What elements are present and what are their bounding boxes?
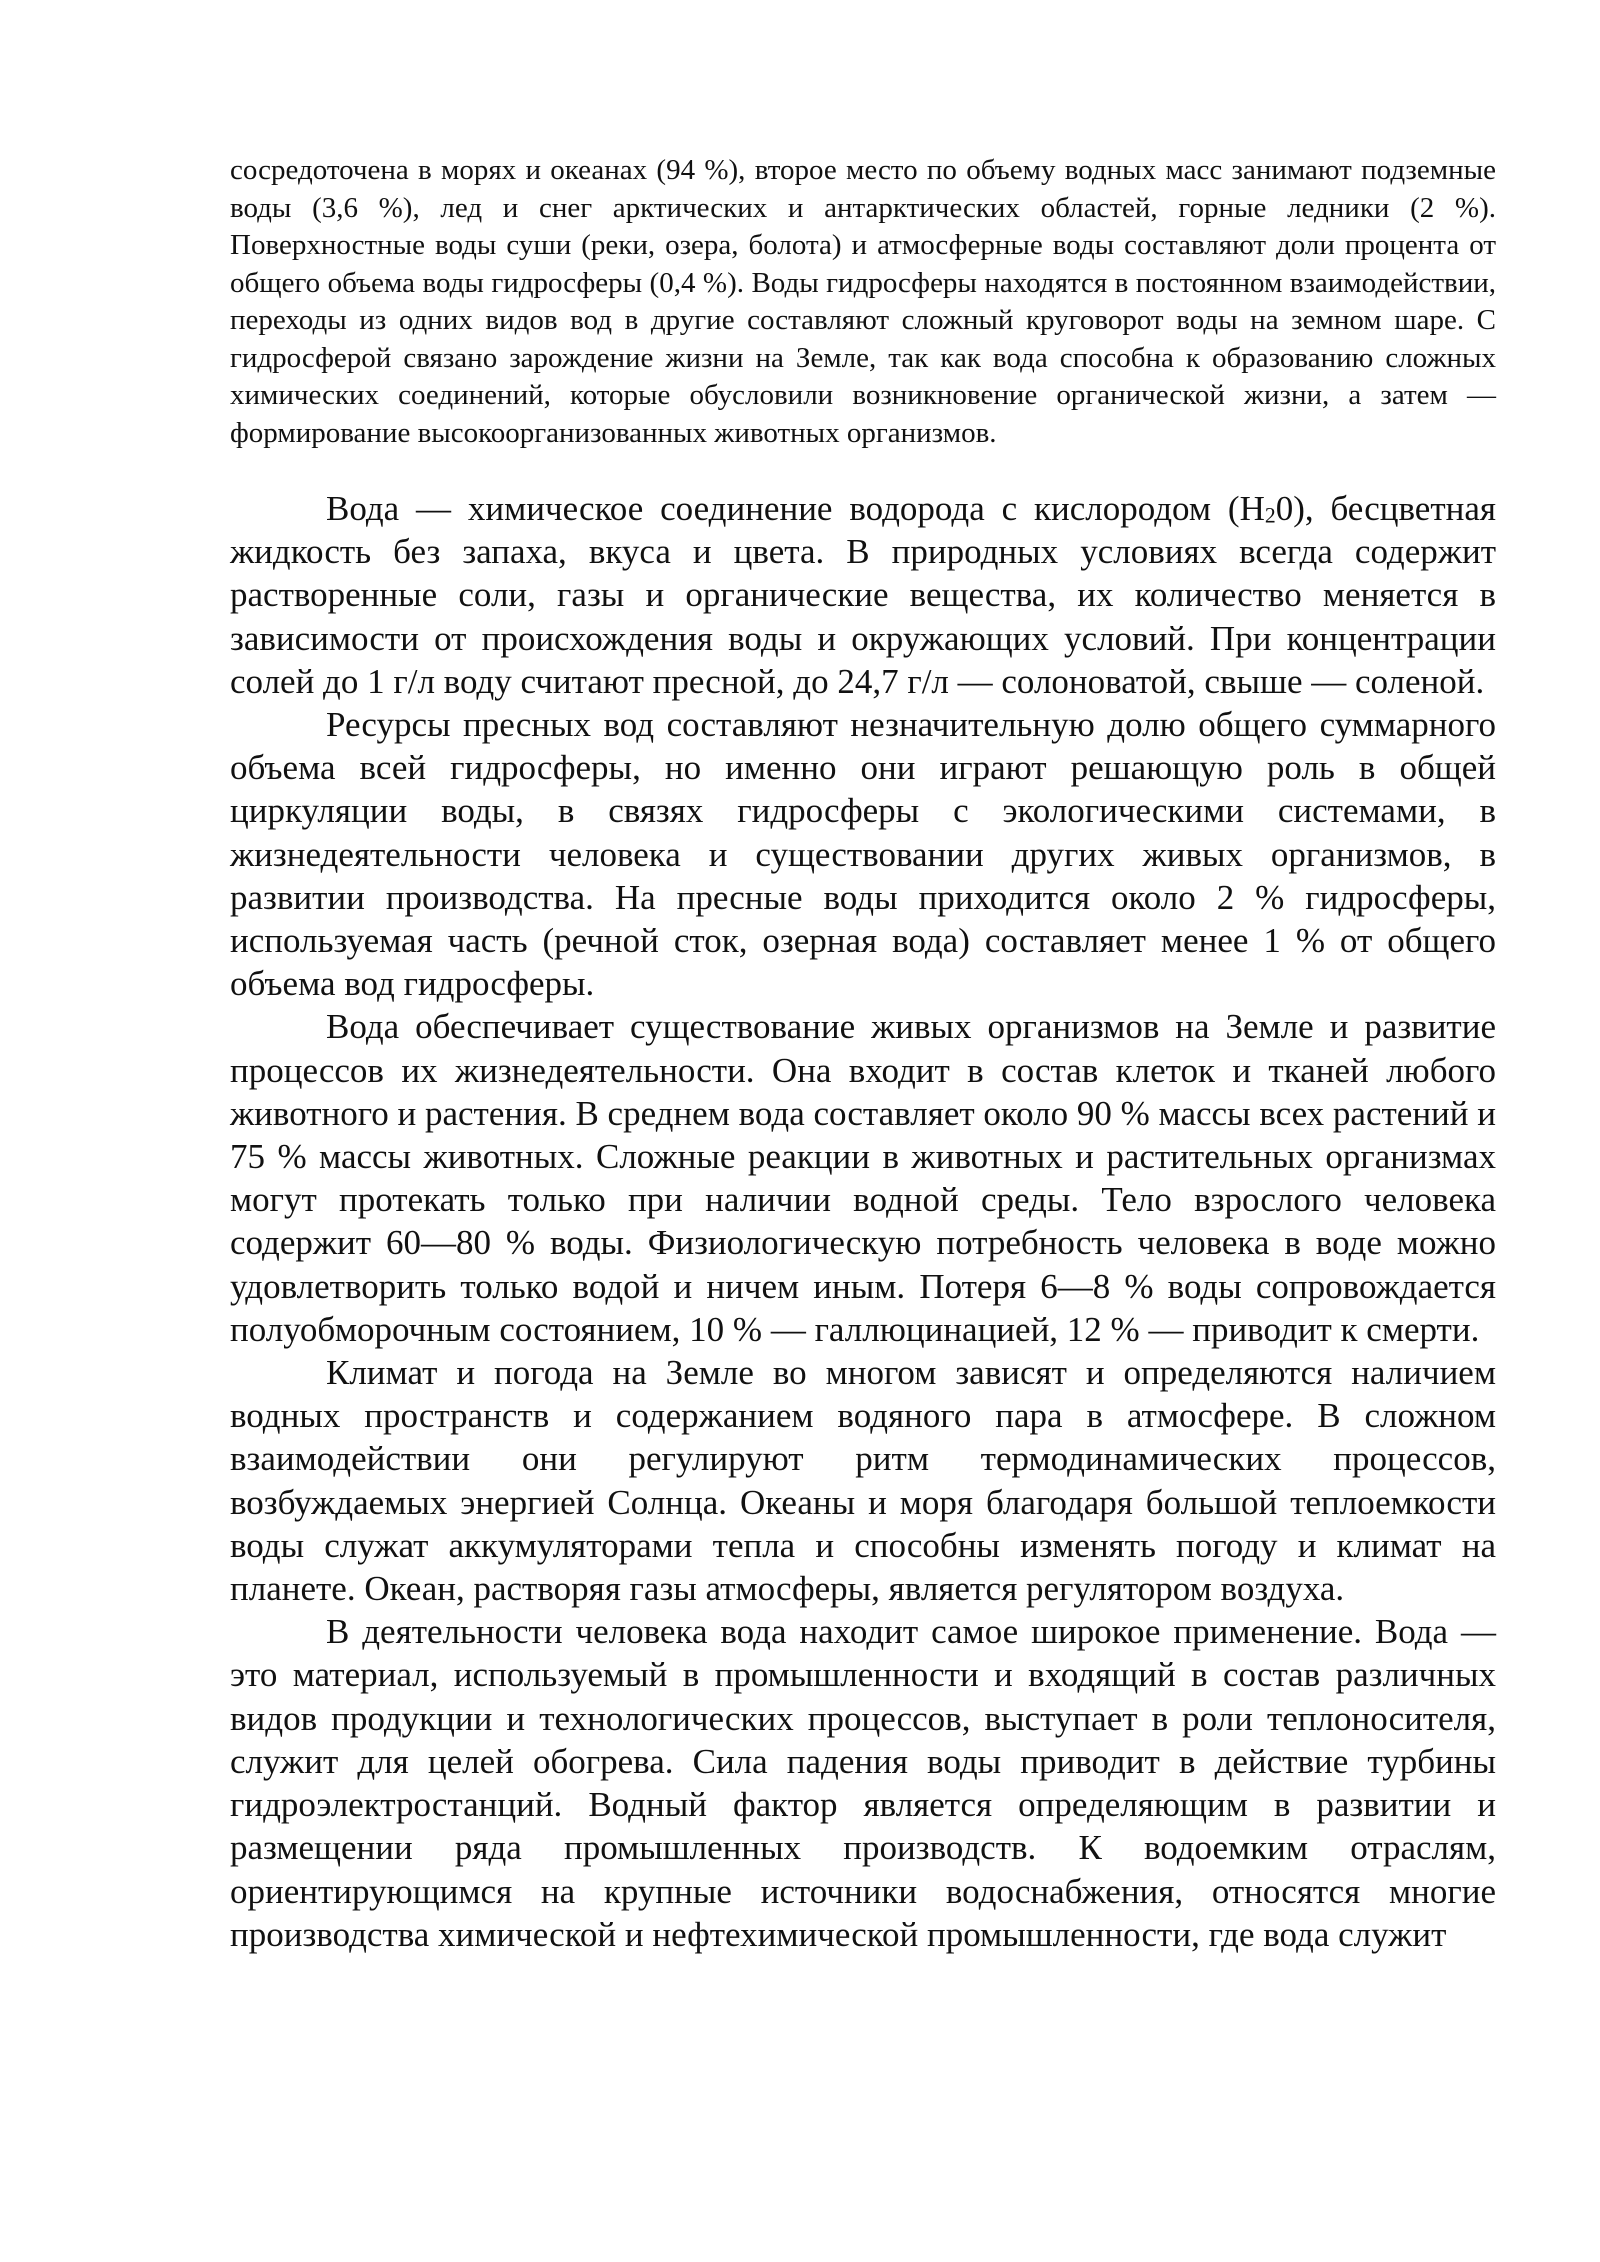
water-definition-paragraph — [230, 487, 1496, 703]
living-organisms-paragraph: Вода обеспечивает существование живых организмов на Земле и развитие процессов их жизнедеятельности. Она входит в состав клеток и тканей любого животного и растения. В среднем вода составляет около 90 % массы всех растений и 75 % массы животных. Сложные реакции в животных и растительных организмах могут протекать только при наличии водной среды. Тело взрослого человека содержит 60—80 % воды. Физиологическую потребность человека в воде можно удовлетворить только водой и ничем иным. Потеря 6—8 % воды сопровождается полуобморочным состоянием, 10 % — галлюцинацией, 12 % — приводит к смерти. — [230, 1007, 1496, 1349]
intro-paragraph: сосредоточена в морях и океанах (94 %), второе место по объему водных масс занимают подземные воды (3,6 %), лед и снег арктических и антарктических областей, горные ледники (2 %). Поверхностные воды суши (реки, озера, болота) и атмосферные воды составляют доли процента от общего объема воды гидросферы (0,4 %). Воды гидросферы находятся в постоянном взаимодействии, переходы из одних видов вод в другие составляют сложный круговорот воды на земном шаре. С гидросферой связано зарождение жизни на Земле, так как вода способна к образованию сложных химических соединений, которые обусловили возникновение органической жизни, а затем — формирование высокоорганизованных животных организмов. — [230, 154, 1496, 449]
climate-paragraph: Климат и погода на Земле во многом зависят и определяются наличием водных пространств и содержанием водяного пара в атмосфере. В сложном взаимодействии они регулируют ритм термодинамических процессов, возбуждаемых энергией Солнца. Океаны и моря благодаря большой теплоемкости воды служат аккумуляторами тепла и способны изменять погоду и климат на планете. Океан, растворяя газы атмосферы, является регулятором воздуха. — [230, 1353, 1496, 1609]
water-paragraph-part-1: Вода — химическое соединение водорода с кислородом (H — [326, 489, 1265, 528]
formula-subscript: 2 — [1264, 503, 1276, 528]
human-activity-paragraph: В деятельности человека вода находит самое широкое применение. Вода — это материал, используемый в промышленности и входящий в состав различных видов продукции и технологических процессов, выступает в роли теплоносителя, служит для целей обогрева. Сила падения воды приводит в действие турбины гидроэлектростанций. Водный фактор является определяющим в развитии и размещении ряда промышленных производств. К водоемким отраслям, ориентирующимся на крупные источники водоснабжения, относятся многие производства химической и нефтехимической промышленности, где вода служит — [230, 1612, 1496, 1954]
water-paragraph-part-2: 0), бесцветная жидкость без запаха, вкуса и цвета. В природных условиях всегда содержит растворенные соли, газы и органические вещества, их количество меняется в зависимости от происхождения воды и окружающих условий. При концентрации солей до 1 г/л воду считают пресной, до 24,7 г/л — солоноватой, свыше — соленой. — [230, 489, 1496, 701]
freshwater-paragraph: Ресурсы пресных вод составляют незначительную долю общего суммарного объема всей гидросферы, но именно они играют решающую роль в общей циркуляции воды, в связях гидросферы с экологическими системами, в жизнедеятельности человека и существовании других живых организмов, в развитии производства. На пресные воды приходится около 2 % гидросферы, используемая часть (речной сток, озерная вода) составляет менее 1 % от общего объема вод гидросферы. — [230, 705, 1496, 1004]
main-text-block — [230, 487, 1496, 1956]
intro-text-block — [230, 152, 1496, 452]
